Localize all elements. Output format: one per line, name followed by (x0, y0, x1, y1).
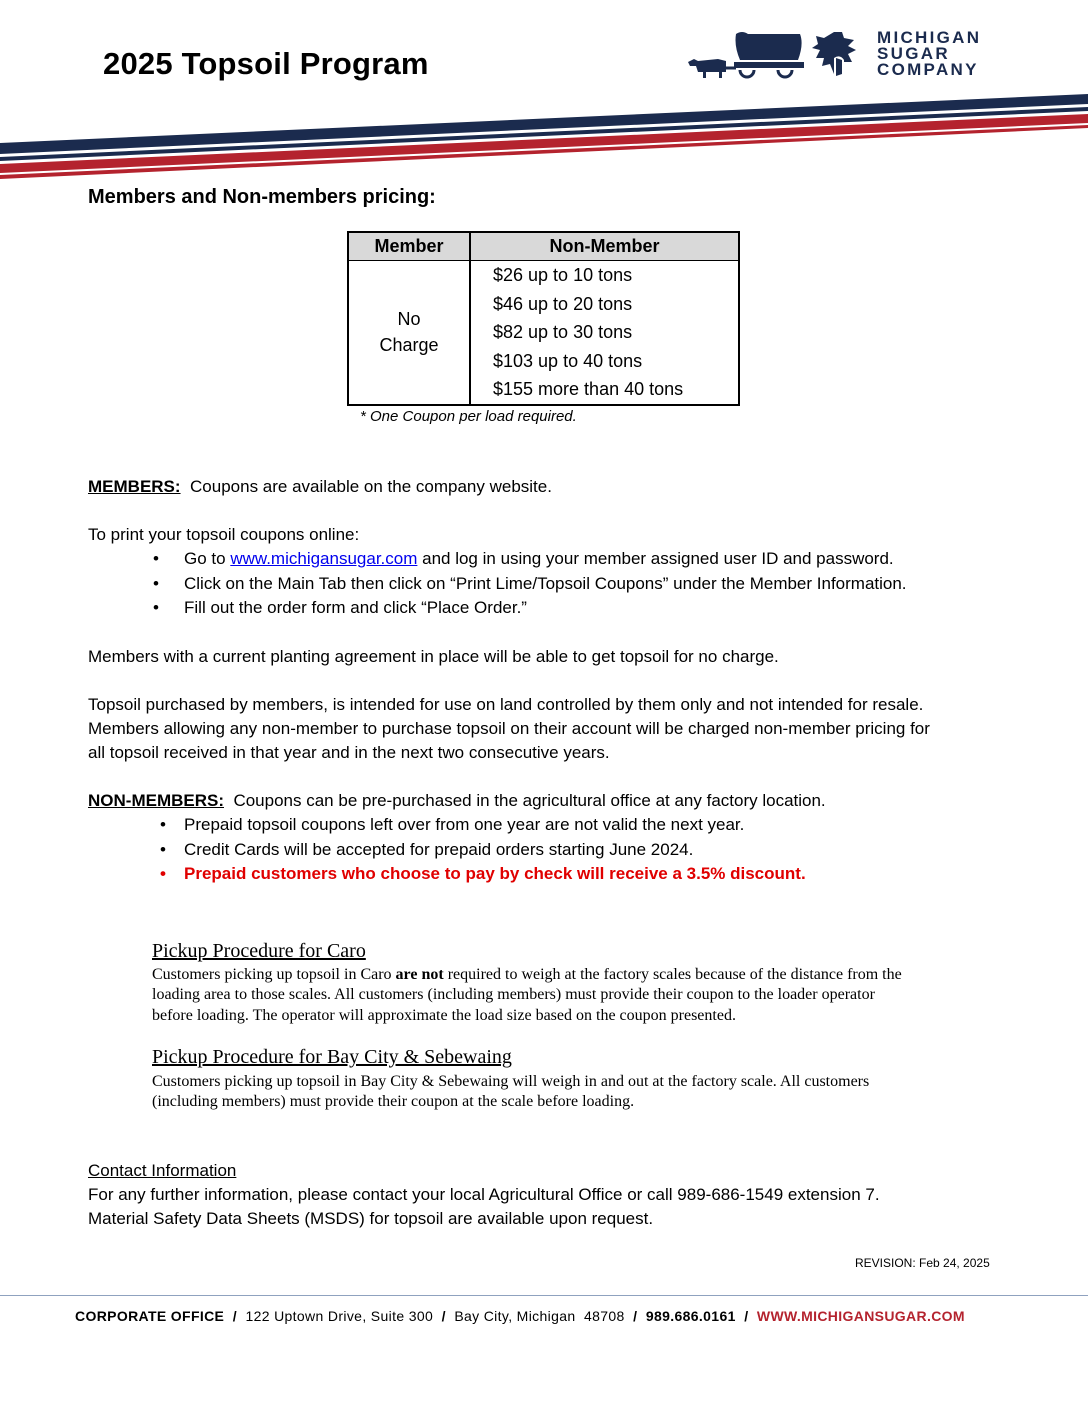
members-intro (88, 475, 552, 499)
coupon-footnote: * One Coupon per load required. (360, 408, 577, 425)
members-label: MEMBERS: (88, 477, 181, 496)
baycity-pickup-heading: Pickup Procedure for Bay City & Sebewaing (152, 1046, 512, 1068)
footer-divider (0, 1295, 1088, 1296)
nonmembers-label: NON-MEMBERS: (88, 791, 224, 810)
caro-pickup-text: Customers picking up topsoil in Caro are not required to weigh at the factory scales because of the distance from the loading area to those scales. All customers (including members) must provide their coupon to the loader operator before loading. The operator will approximate the load size based on the coupon presented. (152, 966, 902, 1024)
price-tier: $26 up to 10 tons (493, 265, 633, 285)
price-tier: $82 up to 30 tons (493, 322, 633, 343)
contact-text: For any further information, please contact your local Agricultural Office or call 989-686-1549 extension 7. Material Safety Data Sheets (MSDS) for topsoil are available upon request. (88, 1185, 880, 1228)
logo-line-3: COMPANY (877, 60, 979, 79)
footer-website-link[interactable]: WWW.MICHIGANSUGAR.COM (756, 1308, 965, 1324)
footer-address: 122 Uptown Drive, Suite 300 (245, 1308, 434, 1324)
nonmember-price-cell (470, 261, 739, 405)
corporate-office-label: CORPORATE OFFICE (75, 1308, 225, 1324)
footer-phone: 989.686.0161 (645, 1308, 736, 1324)
contact-heading: Contact Information (88, 1161, 237, 1180)
price-tier: $103 up to 40 tons (493, 350, 643, 371)
member-price-line-1: No (397, 309, 421, 330)
revision-date: REVISION: Feb 24, 2025 (855, 1256, 990, 1270)
member-price-line-2: Charge (379, 335, 439, 356)
price-tier: $155 more than 40 tons (493, 379, 684, 400)
michigansugar-link[interactable]: www.michigansugar.com (230, 549, 418, 568)
list-item: • Prepaid topsoil coupons left over from one year are not valid the next year. (160, 813, 806, 838)
member-price-cell (348, 261, 470, 405)
price-tier: $46 up to 20 tons (493, 293, 633, 314)
pricing-table (347, 231, 740, 406)
logo-line-2: SUGAR (877, 44, 950, 63)
list-item: • Fill out the order form and click “Place Order.” (153, 596, 907, 621)
header-stripes (0, 85, 1088, 185)
list-item: • Go to www.michigansugar.com and log in using your member assigned user ID and password. (153, 547, 907, 572)
nonmembers-intro-text: Coupons can be pre-purchased in the agricultural office at any factory location. (233, 791, 826, 810)
wagon-and-chief-logo-icon (684, 28, 874, 84)
baycity-pickup-text: Customers picking up topsoil in Bay City & Sebewaing will weigh in and out at the factory scale. All customers (including members) must provide their coupon at the scale before loading. (152, 1073, 870, 1111)
list-item: • Click on the Main Tab then click on “Print Lime/Topsoil Coupons” under the Member Information. (153, 572, 907, 597)
logo-line-1: MICHIGAN (877, 28, 982, 47)
planting-agreement-text: Members with a current planting agreement in place will be able to get topsoil for no charge. (88, 647, 779, 666)
pricing-heading: Members and Non-members pricing: (88, 186, 436, 208)
footer: CORPORATE OFFICE / 122 Uptown Drive, Suite 300 / Bay City, Michigan 48708 / 989.686.0161 / WWW.MICHIGANSUGAR.COM (75, 1308, 965, 1324)
logo-wordmark (877, 30, 981, 78)
member-column-header: Member (348, 232, 470, 261)
nonmembers-intro (88, 789, 826, 813)
nonmember-notes-list (160, 813, 806, 887)
list-item: • Credit Cards will be accepted for prepaid orders starting June 2024. (160, 838, 806, 863)
discount-notice: • Prepaid customers who choose to pay by check will receive a 3.5% discount. (160, 862, 806, 887)
nonmember-column-header: Non-Member (470, 232, 739, 261)
print-steps-list (153, 547, 907, 621)
footer-city: Bay City, Michigan 48708 (454, 1308, 625, 1324)
print-coupons-intro: To print your topsoil coupons online: (88, 525, 360, 544)
page-title: 2025 Topsoil Program (103, 46, 429, 81)
members-intro-text: Coupons are available on the company website. (190, 477, 552, 496)
caro-pickup-heading: Pickup Procedure for Caro (152, 940, 366, 962)
resale-paragraph: Topsoil purchased by members, is intended for use on land controlled by them only and not intended for resale. Members allowing any non-member to purchase topsoil on their account will be charged non-member pricing for all topsoil received in that year and in the next two consecutive years. (88, 695, 930, 762)
